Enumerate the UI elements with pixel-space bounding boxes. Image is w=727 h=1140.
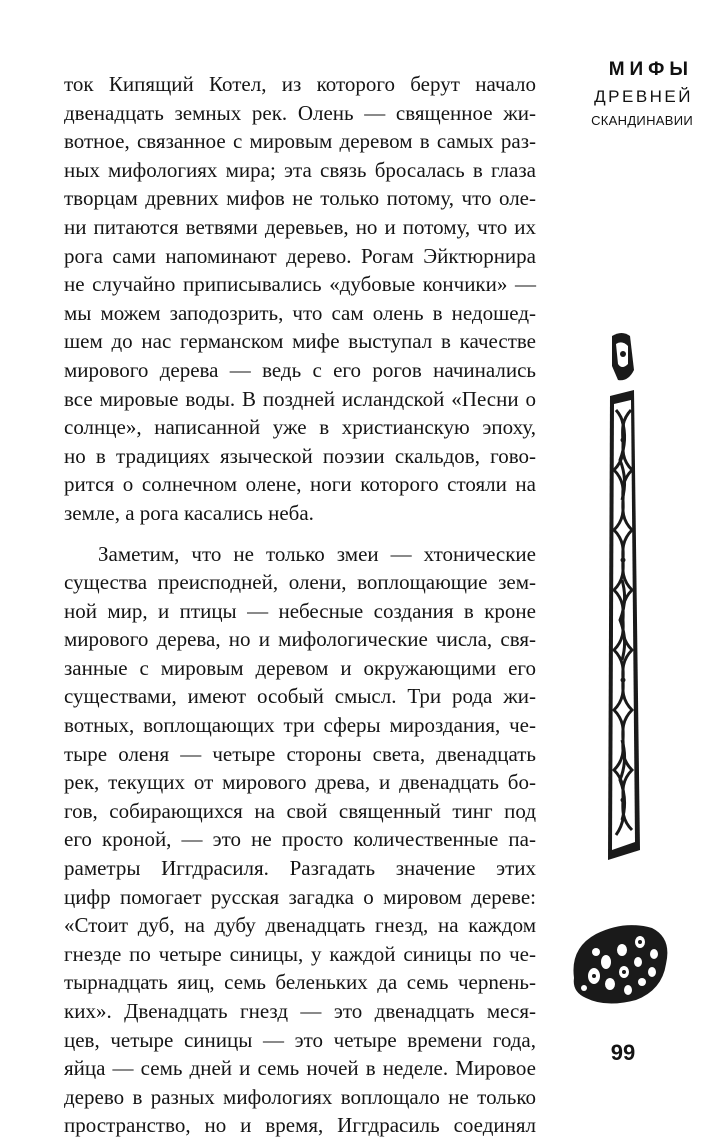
- text-line: все мировые воды. В поздней исландской «Песни о: [64, 386, 536, 411]
- text-line: рога сами напоминают дерево. Рогам Эйктюрнира: [64, 243, 536, 268]
- series-title-line-2: ДРЕВНЕЙ: [594, 87, 693, 106]
- body-text: [64, 70, 536, 1140]
- text-line: мирового дерева, но и мифологические числа, свя-: [64, 627, 536, 652]
- text-line: творцам древних мифов не только потому, что оле-: [64, 186, 536, 211]
- text-line: гов, собирающихся на свой священный тинг под: [64, 798, 536, 823]
- text-line: двенадцать земных рек. Олень — священное жи-: [64, 100, 536, 125]
- text-line: вотное, связанное с мировым деревом в самых раз-: [64, 129, 536, 154]
- page-number: 99: [610, 1040, 636, 1065]
- text-line: занные с мировым деревом и окружающими его: [64, 655, 536, 680]
- text-line: ток Кипящий Котел, из которого берут начало: [64, 72, 536, 96]
- text-line: существами, имеют особый смысл. Три рода жи-: [64, 684, 536, 709]
- text-line: цифр помогает русская загадка о мировом дереве:: [64, 884, 536, 909]
- text-line: шем до нас германском мифе выступал в качестве: [64, 329, 536, 354]
- text-line: рек, текущих от мирового древа, и двенадцать бо-: [64, 770, 536, 795]
- text-line: существа преисподней, олени, воплощающие зем-: [64, 570, 536, 595]
- series-title-line-3: СКАНДИНАВИИ: [591, 113, 693, 128]
- text-line: но в традициях языческой поэзии скальдов, гово-: [64, 443, 536, 468]
- text-line: его кроной, — это не просто количественные па-: [64, 827, 536, 852]
- text-line: Заметим, что не только змеи — хтонические: [98, 541, 536, 566]
- text-line: ных мифологиях мира; эта связь бросалась в глаза: [64, 157, 536, 182]
- text-line: ких». Двенадцать гнезд — это двенадцать меся-: [64, 999, 536, 1023]
- text-line: рится о солнечном олене, ноги которого стояли на: [64, 472, 536, 497]
- text-line: цев, четыре синицы — это четыре времени года,: [64, 1027, 536, 1052]
- text-line: тырнадцать яиц, семь беленьких да семь черneнь-: [64, 970, 536, 995]
- text-line: вотных, воплощающих три сферы мироздания, че-: [64, 713, 536, 738]
- text-line: пространство, но и время, Иггдрасиль соединял: [64, 1113, 536, 1138]
- series-title: [543, 56, 693, 132]
- text-line: земле, а рога касались неба.: [64, 500, 314, 525]
- text-line: солнце», написанной уже в христианскую эпоху,: [64, 415, 536, 440]
- text-line: мы можем заподозрить, что сам олень в недошед-: [64, 300, 536, 325]
- text-line: гнезде по четыре синицы, у каждой синицы по че-: [64, 941, 536, 966]
- carved-wooden-post-icon: [598, 330, 646, 870]
- ornamental-shell-icon: [566, 918, 676, 1008]
- paragraph-gap: [64, 528, 536, 540]
- paragraph-1: [64, 70, 536, 528]
- text-line: раметры Иггдрасиля. Разгадать значение этих: [64, 856, 536, 881]
- series-title-line-1: МИФЫ: [608, 59, 693, 80]
- text-line: не случайно приписывались «дубовые кончики» —: [64, 272, 536, 297]
- text-line: дерево в разных мифологиях воплощало не только: [64, 1084, 536, 1109]
- text-line: тыре оленя — четыре стороны света, двенадцать: [64, 741, 536, 766]
- text-line: ной мир, и птицы — небесные создания в кроне: [64, 598, 536, 623]
- paragraph-2: [64, 540, 536, 1140]
- text-line: «Стоит дуб, на дубу двенадцать гнезд, на каждом: [64, 913, 536, 938]
- text-line: ни питаются ветвями деревьев, но и потому, что их: [64, 214, 536, 239]
- text-line: мирового дерева — ведь с его рогов начинались: [64, 357, 536, 382]
- text-line: яйца — семь дней и семь ночей в неделе. Мировое: [64, 1056, 536, 1081]
